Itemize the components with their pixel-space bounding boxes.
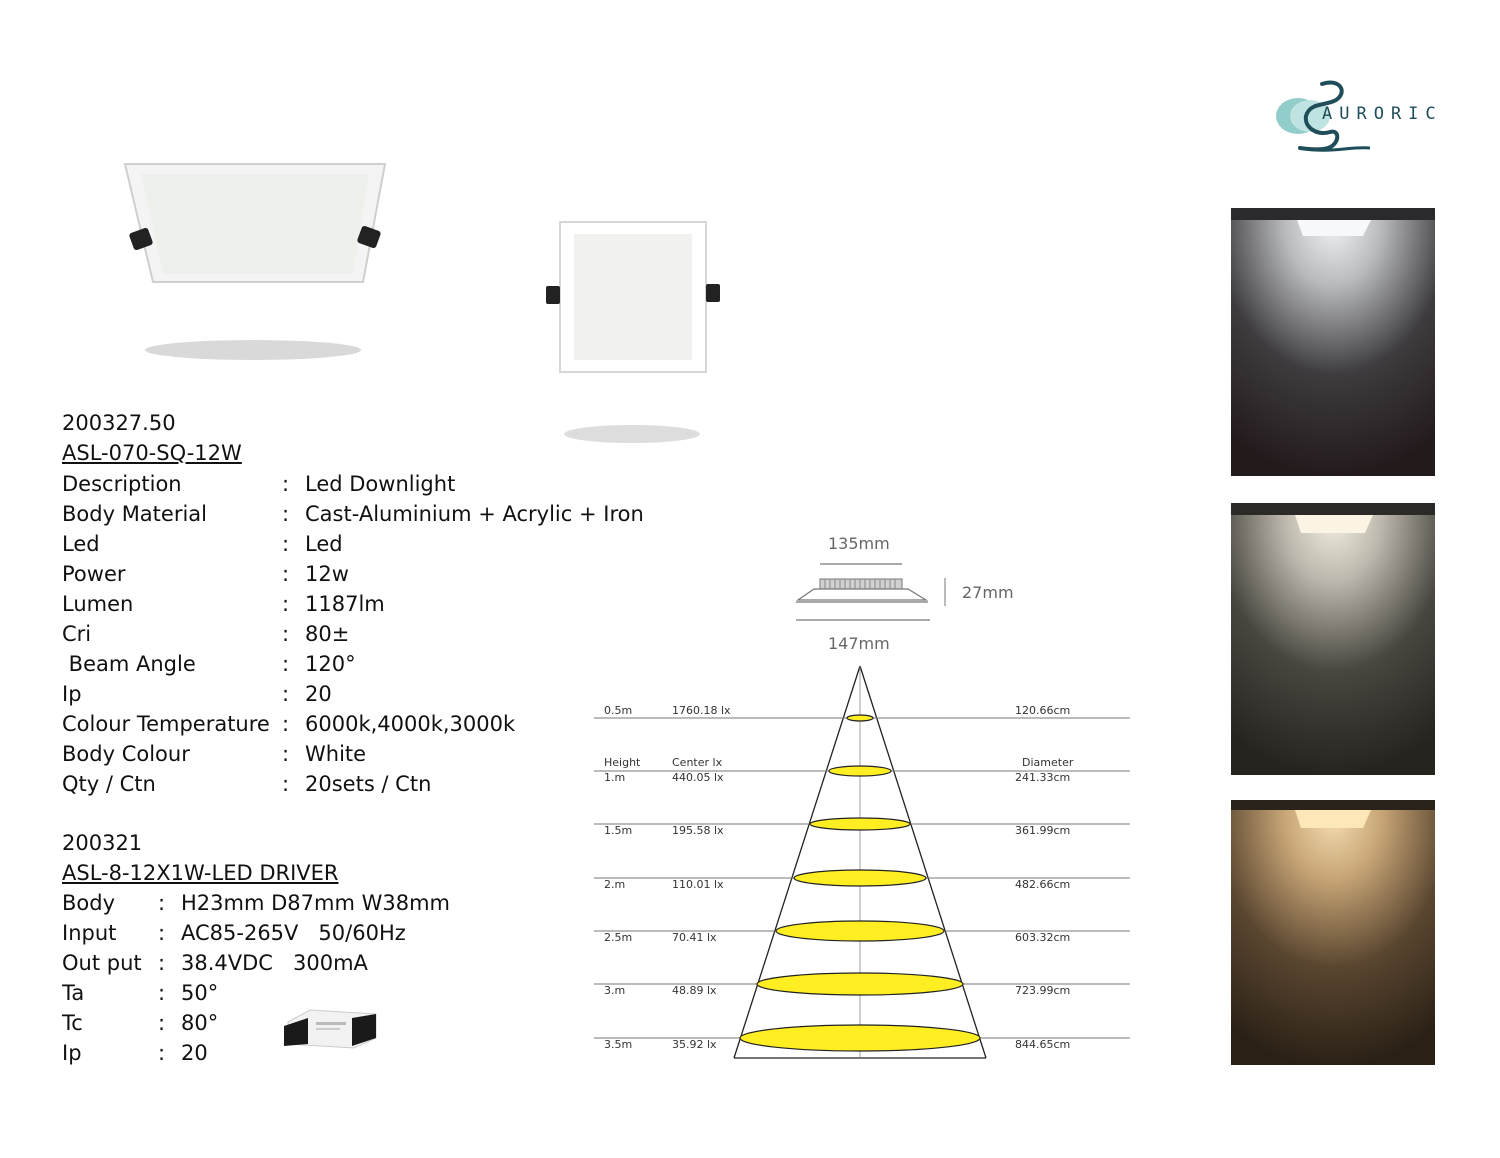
dimension-drawing <box>790 556 950 626</box>
spec-value: 80± <box>305 622 350 646</box>
spec-power <box>62 559 349 589</box>
spec-key: Beam Angle <box>62 652 196 676</box>
spec-ip <box>62 679 332 709</box>
driver-image <box>280 1004 380 1050</box>
spec-separator: : <box>282 532 290 556</box>
spec-separator: : <box>282 652 290 676</box>
spec-key: Ta <box>62 981 85 1005</box>
spec-value: AC85-265V 50/60Hz <box>181 921 406 945</box>
row-height: 1.5m <box>604 824 633 837</box>
driver-code: 200321 <box>62 831 143 855</box>
driver-spec-ip <box>62 1038 208 1068</box>
spec-value: 20sets / Ctn <box>305 772 432 796</box>
spec-lumen <box>62 589 385 619</box>
spec-separator: : <box>282 712 290 736</box>
spec-separator: : <box>282 742 290 766</box>
beam-cone-left <box>734 666 860 1058</box>
spec-key: Led <box>62 532 100 556</box>
spec-key: Ip <box>62 682 82 706</box>
row-center-lux: 35.92 lx <box>672 1038 717 1051</box>
spec-value: 50° <box>181 981 219 1005</box>
row-center-lux: 48.89 lx <box>672 984 717 997</box>
row-height: 0.5m <box>604 704 633 717</box>
photo-3000k <box>1231 800 1435 1065</box>
spec-separator: : <box>158 1041 166 1065</box>
row-center-lux: 440.05 lx <box>672 771 724 784</box>
light-distribution-chart <box>590 660 1135 1065</box>
row-diameter: 120.66cm <box>1015 704 1071 717</box>
product-image-angled <box>115 150 395 380</box>
row-height: 3.m <box>604 984 626 997</box>
driver-spec-ta <box>62 978 219 1008</box>
logo-text: AURORIC <box>1322 104 1443 124</box>
spec-value: 1187lm <box>305 592 385 616</box>
spec-value: White <box>305 742 367 766</box>
spec-separator: : <box>282 502 290 526</box>
spec-separator: : <box>158 951 166 975</box>
spec-separator: : <box>158 981 166 1005</box>
spec-value: 38.4VDC 300mA <box>181 951 368 975</box>
driver-spec-tc <box>62 1008 219 1038</box>
spec-separator: : <box>282 592 290 616</box>
row-diameter: 482.66cm <box>1015 878 1071 891</box>
row-diameter: 241.33cm <box>1015 771 1071 784</box>
row-center-lux: 110.01 lx <box>672 878 724 891</box>
spec-beam-angle <box>62 649 356 679</box>
spec-led <box>62 529 343 559</box>
spec-key: Colour Temperature <box>62 712 270 736</box>
spec-key: Power <box>62 562 126 586</box>
beam-spot <box>776 921 944 941</box>
spec-key: Cri <box>62 622 92 646</box>
row-height: 2.5m <box>604 931 633 944</box>
brand-logo <box>1270 74 1450 158</box>
spec-separator: : <box>282 772 290 796</box>
spec-key: Out put <box>62 951 142 975</box>
beam-spot <box>757 973 963 995</box>
spec-value: 20 <box>305 682 332 706</box>
spec-key: Ip <box>62 1041 82 1065</box>
spec-key: Body Colour <box>62 742 190 766</box>
row-center-lux: 195.58 lx <box>672 824 724 837</box>
header-diameter: Diameter <box>1022 756 1074 769</box>
product-model: ASL-070-SQ-12W <box>62 441 242 465</box>
spec-value: Cast-Aluminium + Acrylic + Iron <box>305 502 644 526</box>
spec-value: 120° <box>305 652 356 676</box>
row-diameter: 361.99cm <box>1015 824 1071 837</box>
product-image-front <box>540 218 730 458</box>
photo-4000k <box>1231 503 1435 775</box>
spec-separator: : <box>282 562 290 586</box>
spec-colour-temperature <box>62 709 516 739</box>
photo-6000k <box>1231 208 1435 476</box>
row-diameter: 603.32cm <box>1015 931 1071 944</box>
dimension-height: 27mm <box>962 583 1014 602</box>
row-diameter: 844.65cm <box>1015 1038 1071 1051</box>
spec-body-material <box>62 499 644 529</box>
spec-value: Led Downlight <box>305 472 456 496</box>
spec-description <box>62 469 456 499</box>
spec-key: Body <box>62 891 116 915</box>
spec-key: Input <box>62 921 117 945</box>
spec-separator: : <box>282 682 290 706</box>
spec-separator: : <box>282 472 290 496</box>
dimension-bottom: 147mm <box>828 634 890 653</box>
driver-model: ASL-8-12X1W-LED DRIVER <box>62 861 339 885</box>
beam-spot <box>829 766 891 776</box>
beam-cone-right <box>860 666 986 1058</box>
row-height: 3.5m <box>604 1038 633 1051</box>
driver-spec-output <box>62 948 368 978</box>
driver-spec-body <box>62 888 450 918</box>
spec-value: Led <box>305 532 343 556</box>
spec-value: 6000k,4000k,3000k <box>305 712 516 736</box>
beam-spot <box>810 818 910 830</box>
spec-value: 80° <box>181 1011 219 1035</box>
spec-qty-ctn <box>62 769 432 799</box>
row-height: 2.m <box>604 878 626 891</box>
beam-spot <box>847 715 873 721</box>
spec-key: Lumen <box>62 592 134 616</box>
spec-separator: : <box>158 1011 166 1035</box>
row-diameter: 723.99cm <box>1015 984 1071 997</box>
product-code: 200327.50 <box>62 411 176 435</box>
spec-value: 12w <box>305 562 349 586</box>
spec-value: H23mm D87mm W38mm <box>181 891 450 915</box>
row-center-lux: 70.41 lx <box>672 931 717 944</box>
header-height: Height <box>604 756 641 769</box>
beam-spot <box>794 870 926 886</box>
spec-value: 20 <box>181 1041 208 1065</box>
spec-body-colour <box>62 739 367 769</box>
dimension-top: 135mm <box>828 534 890 553</box>
spec-separator: : <box>158 921 166 945</box>
driver-spec-input <box>62 918 406 948</box>
row-height: 1.m <box>604 771 626 784</box>
spec-separator: : <box>282 622 290 646</box>
spec-key: Qty / Ctn <box>62 772 156 796</box>
row-center-lux: 1760.18 lx <box>672 704 731 717</box>
spec-key: Body Material <box>62 502 208 526</box>
spec-key: Description <box>62 472 182 496</box>
spec-cri <box>62 619 350 649</box>
header-center: Center lx <box>672 756 723 769</box>
spec-key: Tc <box>62 1011 83 1035</box>
spec-separator: : <box>158 891 166 915</box>
beam-spot <box>740 1025 980 1051</box>
